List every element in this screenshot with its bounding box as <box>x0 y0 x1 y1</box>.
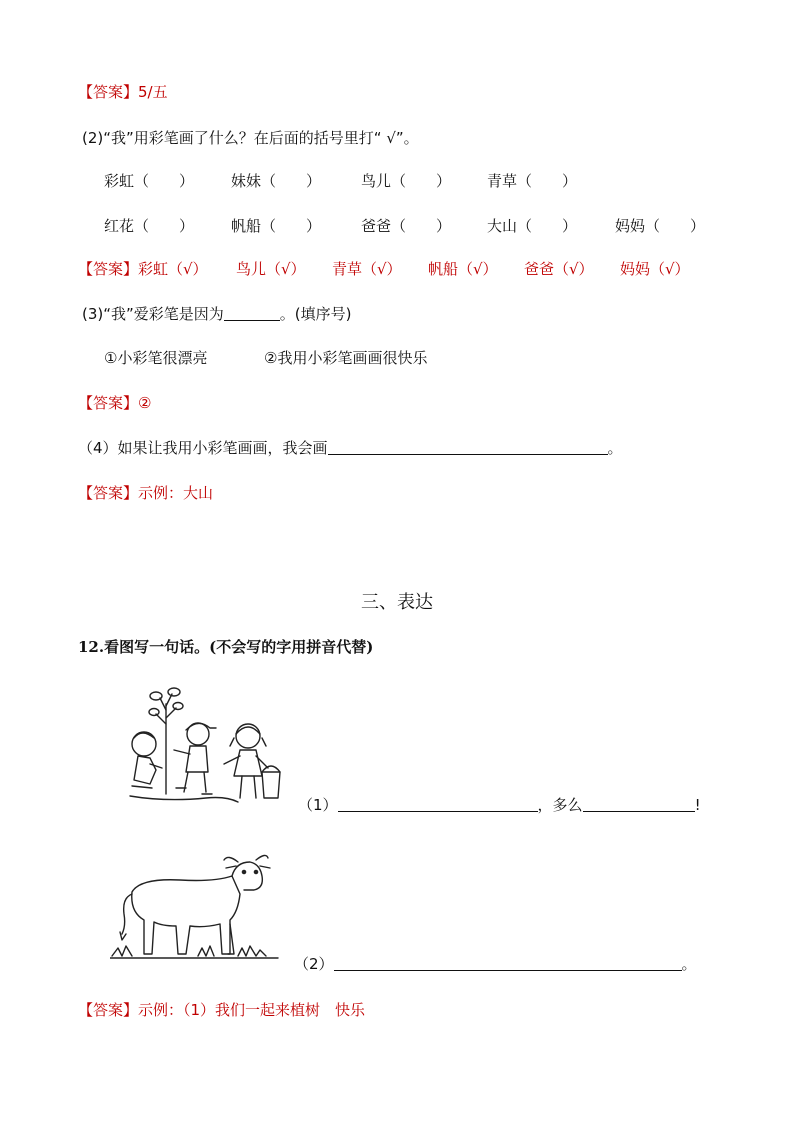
answer-item: 青草（√） <box>332 260 402 278</box>
option-2: ②我用小彩笔画画很快乐 <box>264 349 428 367</box>
ox-illustration <box>110 846 280 964</box>
answer-text: ② <box>138 394 152 412</box>
option-1: ①小彩笔很漂亮 <box>104 349 208 367</box>
writing-line-1 <box>298 795 701 815</box>
question-3-text: (3)“我”爱彩笔是因为 <box>82 305 224 323</box>
answer-blank[interactable] <box>583 795 695 812</box>
question-2-prompt: (2)“我”用彩笔画了什么？在后面的括号里打“ √”。 <box>82 129 419 147</box>
answer-item: 彩虹（√） <box>138 260 208 278</box>
question-12-title: 12.看图写一句话。(不会写的字用拼音代替) <box>78 638 374 656</box>
answer-blank[interactable] <box>328 438 608 455</box>
option-mom: 妈妈（ ） <box>615 217 706 235</box>
option-bird: 鸟儿（ ） <box>361 172 452 190</box>
option-rainbow: 彩虹（ ） <box>104 172 195 190</box>
line-number: （1） <box>298 796 338 814</box>
answer-2 <box>78 259 718 279</box>
writing-line-2 <box>294 954 697 974</box>
answer-item: 帆船（√） <box>428 260 498 278</box>
answer-4 <box>78 483 213 503</box>
line-number: （2） <box>294 955 334 973</box>
section-title: 三、表达 <box>361 592 433 613</box>
option-grass: 青草（ ） <box>487 172 578 190</box>
line-end: 。 <box>681 955 697 973</box>
answer-label: 【答案】 <box>78 260 139 278</box>
answer-label: 【答案】 <box>78 394 139 412</box>
kids-planting-tree-illustration <box>126 684 296 806</box>
answer-item: 鸟儿（√） <box>236 260 306 278</box>
question-2-options-row-2 <box>104 216 724 236</box>
answer-text: 示例：大山 <box>138 484 214 502</box>
answer-label: 【答案】 <box>78 83 139 101</box>
answer-label: 【答案】 <box>78 484 139 502</box>
option-sailboat: 帆船（ ） <box>231 217 322 235</box>
line-text: ，多么 <box>537 796 583 814</box>
question-4-suffix: 。 <box>607 439 623 457</box>
question-3-suffix: 。(填序号) <box>279 305 352 323</box>
line-end: ! <box>694 796 701 814</box>
question-3-options <box>104 348 464 368</box>
answer-blank[interactable] <box>338 795 538 812</box>
answer-1 <box>78 82 168 102</box>
answer-item: 爸爸（√） <box>524 260 594 278</box>
answer-blank[interactable] <box>334 954 682 971</box>
answer-text: 示例：（1）我们一起来植树 快乐 <box>138 1001 366 1019</box>
option-red-flower: 红花（ ） <box>104 217 195 235</box>
answer-text: 5/五 <box>138 83 168 101</box>
question-4-prompt <box>78 438 623 458</box>
answer-label: 【答案】 <box>78 1001 139 1019</box>
answer-item: 妈妈（√） <box>620 260 690 278</box>
question-2-options-row-1 <box>104 171 704 191</box>
answer-3 <box>78 393 151 413</box>
answer-blank[interactable] <box>224 304 280 321</box>
option-sister: 妹妹（ ） <box>231 172 322 190</box>
option-mountain: 大山（ ） <box>487 217 578 235</box>
question-3-prompt <box>82 304 352 324</box>
option-dad: 爸爸（ ） <box>361 217 452 235</box>
answer-12 <box>78 1000 365 1020</box>
question-4-text: （4）如果让我用小彩笔画画，我会画 <box>78 439 328 457</box>
